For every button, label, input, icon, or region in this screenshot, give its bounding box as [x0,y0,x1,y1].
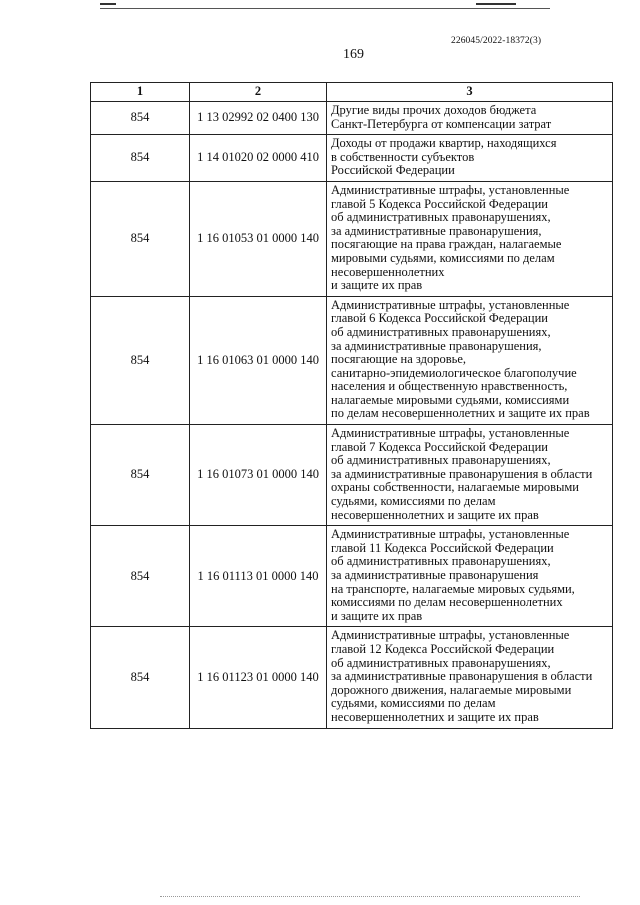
table-row [91,627,613,728]
description-line: по делам несовершеннолетних и защите их прав [331,406,590,421]
scan-mark-left [100,3,116,5]
description-line: главой 12 Кодекса Российской Федерации [331,641,555,656]
description-line: главой 11 Кодекса Российской Федерации [331,540,554,555]
description-line: за административные правонарушения, [331,223,542,238]
description-line: Административные штрафы, установленные [331,628,570,643]
table-header-row [91,83,613,102]
income-code-cell: 1 13 02992 02 0400 130 [190,102,327,135]
top-rule [100,8,550,9]
admin-code-cell: 854 [91,526,190,627]
description-line: главой 6 Кодекса Российской Федерации [331,311,548,326]
description-line: Административные штрафы, установленные [331,527,570,542]
description-line: в собственности субъектов [331,149,475,164]
description-line: за административные правонарушения, [331,338,542,353]
description-line: Доходы от продажи квартир, находящихся [331,136,557,151]
description-line: за административные правонарушения в области [331,466,593,481]
description-line: Административные штрафы, установленные [331,182,570,197]
description-line: за административные правонарушения [331,568,539,582]
description-cell [327,135,613,182]
admin-code-cell: 854 [91,627,190,728]
description-line: об административных правонарушениях, [331,655,551,670]
description-line: мировыми судьями, комиссиями по делам [331,250,555,265]
table-row [91,181,613,296]
description-cell [327,526,613,627]
description-line: несовершеннолетних и защите их прав [331,709,539,724]
table-row [91,296,613,424]
table-body [91,102,613,729]
admin-code-cell: 854 [91,181,190,296]
description-line: Другие виды прочих доходов бюджета [331,103,537,117]
column-header-1: 1 [91,83,190,102]
scan-artifact-bottom [160,896,580,897]
description-line: главой 7 Кодекса Российской Федерации [331,439,548,454]
description-cell [327,627,613,728]
table-row [91,425,613,526]
description-line: об административных правонарушениях, [331,554,551,569]
description-line: Административные штрафы, установленные [331,297,570,312]
column-header-3: 3 [327,83,613,102]
description-line: Административные штрафы, установленные [331,426,570,441]
admin-code-cell: 854 [91,296,190,424]
description-line: Российской Федерации [331,163,455,178]
description-line: несовершеннолетних и защите их прав [331,507,539,522]
description-cell [327,181,613,296]
description-line: об административных правонарушениях, [331,210,551,225]
description-line: посягающие на здоровье, [331,352,467,367]
scan-mark-right [476,3,516,5]
income-code-cell: 1 16 01113 01 0000 140 [190,526,327,627]
table-row [91,526,613,627]
budget-income-table [90,82,613,729]
admin-code-cell: 854 [91,135,190,182]
description-line: налагаемые мировыми судьями, комиссиями [331,392,570,407]
description-line: Санкт-Петербурга от компенсации затрат [331,116,552,131]
description-line: комиссиями по делам несовершеннолетних [331,595,563,610]
page-number: 169 [343,47,364,62]
description-line: судьями, комиссиями по делам [331,696,496,711]
description-line: несовершеннолетних [331,264,445,279]
description-line: об административных правонарушениях, [331,453,551,468]
description-line: главой 5 Кодекса Российской Федерации [331,196,548,211]
description-line: об административных правонарушениях, [331,324,551,339]
description-cell [327,425,613,526]
table-row [91,102,613,135]
column-header-2: 2 [190,83,327,102]
description-line: и защите их прав [331,608,423,623]
document-number: 226045/2022-18372(3) [451,36,542,46]
income-code-cell: 1 16 01063 01 0000 140 [190,296,327,424]
description-line: санитарно-эпидемиологическое благополучие [331,365,577,380]
income-code-cell: 1 16 01123 01 0000 140 [190,627,327,728]
description-line: судьями, комиссиями по делам [331,494,496,509]
description-line: посягающие на права граждан, налагаемые [331,237,562,252]
description-line: населения и общественную нравственность, [331,379,568,394]
description-line: на транспорте, налагаемые мировых судьями, [331,581,575,596]
income-code-cell: 1 16 01073 01 0000 140 [190,425,327,526]
description-line: дорожного движения, налагаемые мировыми [331,682,572,697]
description-line: охраны собственности, налагаемые мировыми [331,480,579,495]
admin-code-cell: 854 [91,102,190,135]
description-line: за административные правонарушения в области [331,669,593,684]
income-code-cell: 1 14 01020 02 0000 410 [190,135,327,182]
description-cell [327,296,613,424]
description-cell [327,102,613,135]
income-code-cell: 1 16 01053 01 0000 140 [190,181,327,296]
table-row [91,135,613,182]
description-line: и защите их прав [331,278,423,293]
admin-code-cell: 854 [91,425,190,526]
